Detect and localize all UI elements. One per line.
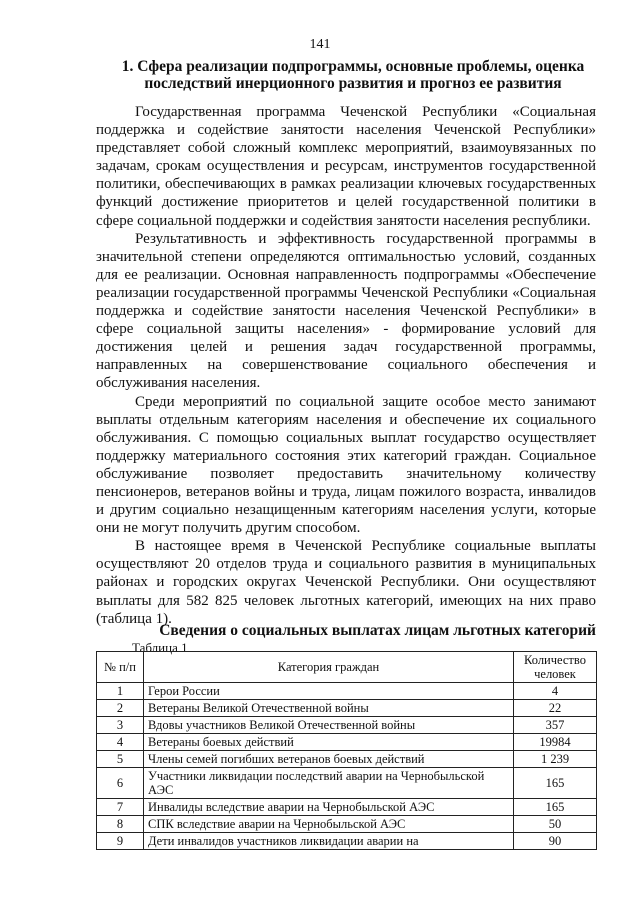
table-row [97, 751, 597, 768]
row-category: Дети инвалидов участников ликвидации аварии на [144, 833, 514, 850]
header-num: № п/п [97, 652, 144, 683]
paragraph: Среди мероприятий по социальной защите особое место занимают выплаты отдельным категориям населения и обеспечение их социального обслуживания. С помощью социальных выплат государство осуществляет поддержку материального состояния этих категорий граждан. Социальное обслуживание позволяет предоставить значительному количеству пенсионеров, ветеранов войны и труда, лицам пожилого возраста, инвалидов и другим социально незащищенным категориям населения услуги, которые они не могут получить другим способом. [96, 393, 596, 537]
row-num: 6 [97, 768, 144, 799]
row-num: 5 [97, 751, 144, 768]
row-category: Члены семей погибших ветеранов боевых действий [144, 751, 514, 768]
table-row [97, 833, 597, 850]
table-row [97, 799, 597, 816]
row-count: 165 [514, 768, 597, 799]
table-row [97, 700, 597, 717]
section-title: 1. Сфера реализации подпрограммы, основные проблемы, оценка последствий инерционного развития и прогноз ее развития [121, 58, 585, 92]
table-row [97, 816, 597, 833]
row-category: Участники ликвидации последствий аварии на Чернобыльской АЭС [144, 768, 514, 799]
row-count: 90 [514, 833, 597, 850]
row-num: 8 [97, 816, 144, 833]
row-category: Инвалиды вследствие аварии на Чернобыльской АЭС [144, 799, 514, 816]
row-count: 1 239 [514, 751, 597, 768]
row-count: 22 [514, 700, 597, 717]
row-category: Вдовы участников Великой Отечественной войны [144, 717, 514, 734]
body-text [96, 103, 596, 628]
row-num: 9 [97, 833, 144, 850]
page-number: 141 [309, 37, 331, 52]
row-num: 2 [97, 700, 144, 717]
table-caption: Сведения о социальных выплатах лицам льготных категорий [159, 622, 596, 639]
row-num: 1 [97, 683, 144, 700]
row-category: Герои России [144, 683, 514, 700]
row-category: Ветераны боевых действий [144, 734, 514, 751]
table-row [97, 768, 597, 799]
row-count: 4 [514, 683, 597, 700]
paragraph: В настоящее время в Чеченской Республике социальные выплаты осуществляют 20 отделов труда и социального развития в муниципальных районах и городских округах Чеченской Республики. Они осуществляют выплаты для 582 825 человек льготных категорий, имеющих на них право (таблица 1). [96, 538, 596, 627]
row-num: 4 [97, 734, 144, 751]
table-row [97, 734, 597, 751]
header-category: Категория граждан [144, 652, 514, 683]
header-count: Количество человек [514, 652, 597, 683]
table-row [97, 717, 597, 734]
table-label: Таблица 1 [132, 640, 188, 655]
row-count: 19984 [514, 734, 597, 751]
row-count: 357 [514, 717, 597, 734]
table-header-row [97, 652, 597, 683]
row-num: 3 [97, 717, 144, 734]
paragraph: Государственная программа Чеченской Республики «Социальная поддержка и содействие занятости населения Чеченской Республики» представляет собой сложный комплекс мероприятий, взаимоувязанных по задачам, срокам осуществления и ресурсам, инструментов государственной политики, обеспечивающих в рамках реализации ключевых государственных функций достижение приоритетов и целей государственной политики в сфере социальной поддержки и содействия занятости населения республики. [96, 104, 596, 229]
paragraph: Результативность и эффективность государственной программы в значительной степени определяются оптимальностью условий, созданных для ее реализации. Основная направленность подпрограммы «Обеспечение реализации государственной программы Чеченской Республики «Социальная поддержка и содействие занятости населения Чеченской Республики» в сфере социальной защиты населения» - формирование условий для достижения целей и решения задач государственной программы, направленных на совершенствование социального обеспечения и обслуживания населения. [96, 230, 596, 392]
row-count: 50 [514, 816, 597, 833]
table-row [97, 683, 597, 700]
row-category: Ветераны Великой Отечественной войны [144, 700, 514, 717]
row-num: 7 [97, 799, 144, 816]
row-category: СПК вследствие аварии на Чернобыльской АЭС [144, 816, 514, 833]
row-count: 165 [514, 799, 597, 816]
benefits-table [96, 651, 597, 850]
